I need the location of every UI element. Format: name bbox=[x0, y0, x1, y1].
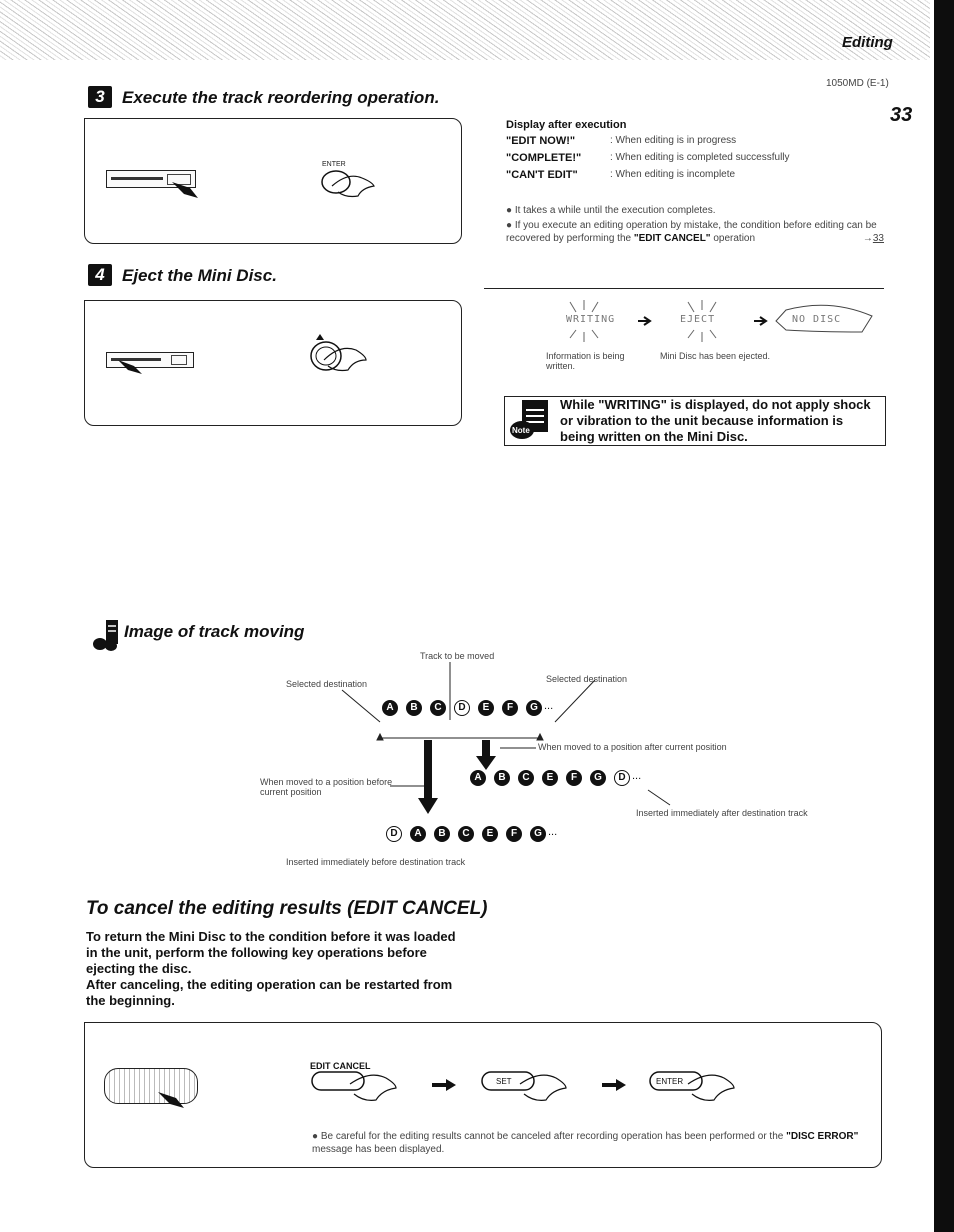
edit-cancel-footnote: ● Be careful for the editing results cannot be canceled after recording operation has been performed or the "DISC ERROR" message has been displayed. bbox=[312, 1131, 859, 1155]
page-ref[interactable]: →33 bbox=[862, 233, 884, 244]
track-ellipsis: ... bbox=[544, 700, 554, 712]
step-badge-4: 4 bbox=[88, 264, 112, 286]
track-d-moving: D bbox=[386, 826, 402, 842]
track-b: B bbox=[406, 700, 422, 716]
label-inserted-before: Inserted immediately before destination track bbox=[286, 857, 466, 867]
step-badge-3: 3 bbox=[88, 86, 112, 108]
note-icon-label: Note bbox=[512, 426, 530, 435]
step3-title: Execute the track reordering operation. bbox=[122, 88, 440, 107]
track-row-moved-after bbox=[470, 758, 641, 786]
track-f: F bbox=[566, 770, 582, 786]
bullet-recover: ● If you execute an editing operation by mistake, the condition before editing can be recovered by performing the "EDIT CANCEL" operation →33 bbox=[506, 220, 884, 244]
key3-label: ENTER bbox=[656, 1077, 684, 1086]
hand-pointer-icon bbox=[116, 358, 146, 376]
track-row-original bbox=[382, 688, 553, 716]
eject-button-press-icon[interactable] bbox=[306, 330, 368, 376]
edit-cancel-button-press-icon[interactable] bbox=[310, 1068, 400, 1108]
bullet-icon: ● bbox=[506, 205, 515, 216]
page-number: 33 bbox=[890, 104, 913, 126]
key2-label: SET bbox=[496, 1077, 512, 1086]
bullet-icon: ● bbox=[312, 1131, 321, 1142]
music-note-icon bbox=[92, 618, 120, 652]
display-heading: Display after execution bbox=[506, 119, 627, 131]
track-a: A bbox=[382, 700, 398, 716]
status-row: "COMPLETE!" : When editing is completed successfully bbox=[506, 152, 790, 164]
track-e: E bbox=[482, 826, 498, 842]
section-label: Editing bbox=[842, 34, 893, 51]
track-a: A bbox=[410, 826, 426, 842]
caption-ejected: Mini Disc has been ejected. bbox=[660, 351, 771, 361]
bullet-exec-time: ● It takes a while until the execution completes. bbox=[506, 205, 716, 216]
label-track-to-move: Track to be moved bbox=[420, 651, 495, 661]
track-g: G bbox=[590, 770, 606, 786]
enter-button-press-icon[interactable] bbox=[648, 1068, 738, 1108]
status-row: "CAN'T EDIT" : When editing is incomplete bbox=[506, 169, 736, 181]
track-g: G bbox=[530, 826, 546, 842]
set-button-press-icon[interactable] bbox=[480, 1068, 570, 1108]
caption-writing: Information is being written. bbox=[546, 351, 625, 371]
track-c: C bbox=[518, 770, 534, 786]
lcd-eject: EJECT bbox=[680, 314, 716, 325]
label-dest-right: Selected destination bbox=[546, 674, 628, 684]
display-status-table bbox=[506, 135, 886, 186]
hand-pointer-icon bbox=[156, 1090, 188, 1112]
label-moved-before: When moved to a position before current position bbox=[260, 777, 393, 797]
track-d-moving: D bbox=[454, 700, 470, 716]
divider bbox=[484, 288, 884, 289]
track-a: A bbox=[470, 770, 486, 786]
bullet-icon: ● bbox=[506, 220, 515, 231]
track-ellipsis: ... bbox=[548, 826, 558, 838]
label-inserted-after: Inserted immediately after destination track bbox=[636, 808, 808, 818]
edit-cancel-para1: To return the Mini Disc to the condition before it was loaded in the unit, perform the following key operations before ejecting the disc. bbox=[86, 929, 456, 976]
arrow-right-icon bbox=[430, 1078, 458, 1092]
lcd-writing: WRITING bbox=[566, 314, 616, 325]
note-text: While "WRITING" is displayed, do not apply shock or vibration to the unit because information is being written on the Mini Disc. bbox=[560, 397, 871, 444]
step4-title: Eject the Mini Disc. bbox=[122, 266, 277, 285]
track-e: E bbox=[478, 700, 494, 716]
hand-pointer-icon bbox=[170, 178, 202, 200]
model-code: 1050MD (E-1) bbox=[826, 78, 889, 89]
arrow-right-icon bbox=[600, 1078, 628, 1092]
track-c: C bbox=[458, 826, 474, 842]
label-dest-left: Selected destination bbox=[286, 679, 368, 689]
track-moving-title: Image of track moving bbox=[124, 622, 305, 641]
enter-button-press-icon[interactable] bbox=[318, 168, 376, 202]
track-f: F bbox=[506, 826, 522, 842]
track-f: F bbox=[502, 700, 518, 716]
track-d-moving: D bbox=[614, 770, 630, 786]
status-row: "EDIT NOW!" : When editing is in progress bbox=[506, 135, 737, 147]
page-edge-bar bbox=[934, 0, 954, 1232]
key1-label: EDIT CANCEL bbox=[310, 1061, 371, 1071]
header-texture bbox=[0, 0, 930, 60]
track-ellipsis: ... bbox=[632, 770, 642, 782]
note-icon bbox=[508, 398, 552, 442]
edit-cancel-title: To cancel the editing results (EDIT CANCEL) bbox=[86, 898, 488, 919]
edit-cancel-para2: After canceling, the editing operation can be restarted from the beginning. bbox=[86, 977, 453, 1008]
track-b: B bbox=[494, 770, 510, 786]
lcd-no-disc: NO DISC bbox=[792, 314, 842, 325]
track-row-moved-before bbox=[386, 814, 557, 842]
track-b: B bbox=[434, 826, 450, 842]
track-c: C bbox=[430, 700, 446, 716]
enter-label: ENTER bbox=[322, 161, 346, 168]
track-e: E bbox=[542, 770, 558, 786]
label-moved-after: When moved to a position after current position bbox=[538, 742, 727, 752]
track-g: G bbox=[526, 700, 542, 716]
